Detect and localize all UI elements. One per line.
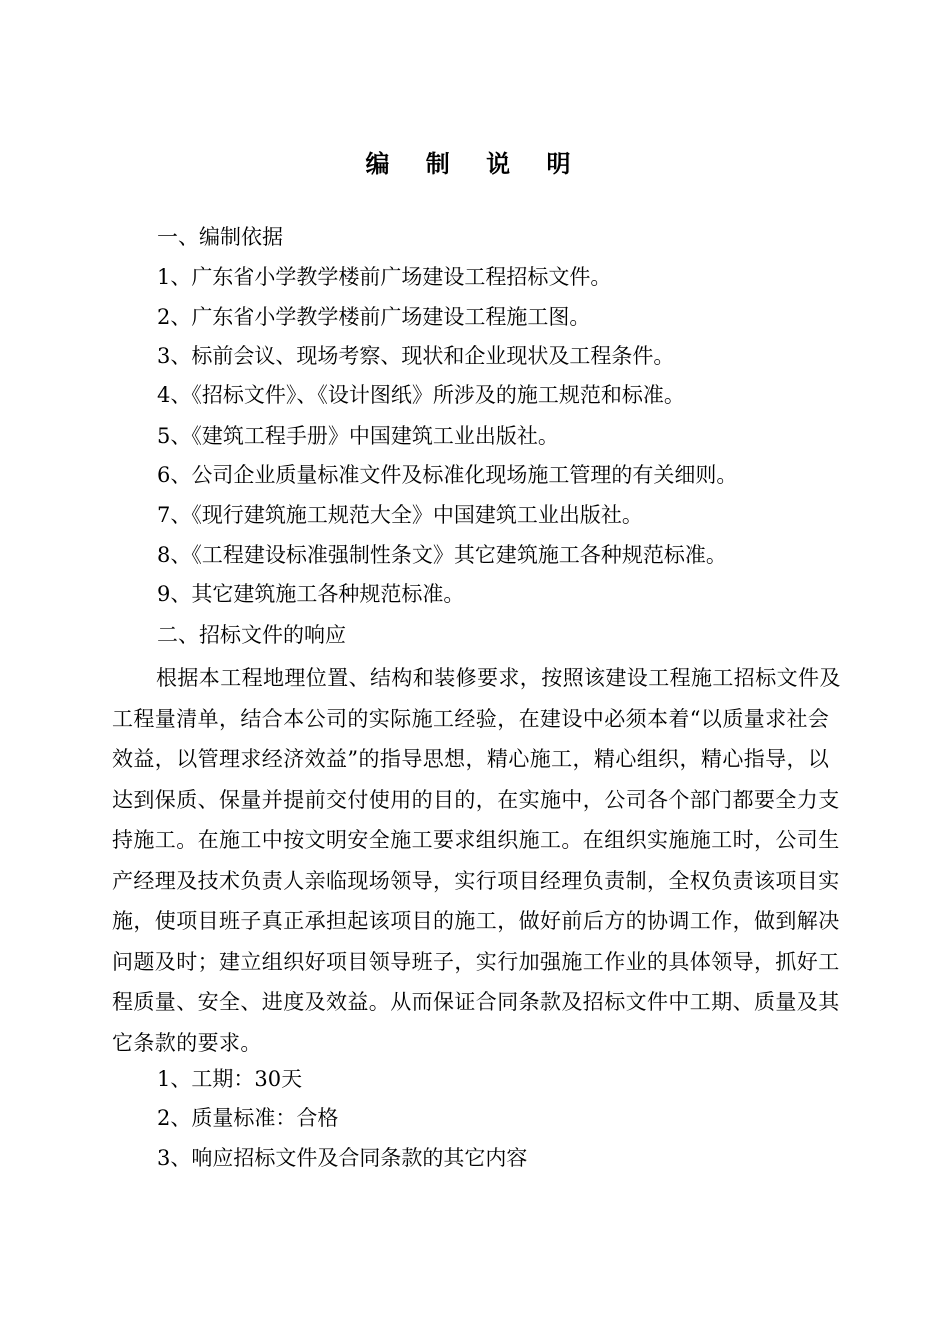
basis-item-2: 2、广东省小学教学楼前广场建设工程施工图。 <box>157 305 591 329</box>
response-item-1: 1、工期：30天 <box>157 1067 303 1091</box>
basis-item-4: 4、《招标文件》、《设计图纸》所涉及的施工规范和标准。 <box>157 383 685 407</box>
section-heading-basis: 一、编制依据 <box>157 225 283 249</box>
basis-item-1: 1、广东省小学教学楼前广场建设工程招标文件。 <box>157 265 612 289</box>
basis-item-6: 6、公司企业质量标准文件及标准化现场施工管理的有关细则。 <box>157 463 738 487</box>
section-heading-response: 二、招标文件的响应 <box>157 623 346 647</box>
basis-item-3: 3、标前会议、现场考察、现状和企业现状及工程条件。 <box>157 344 675 368</box>
basis-item-9: 9、其它建筑施工各种规范标准。 <box>157 582 465 606</box>
basis-item-5: 5、《建筑工程手册》中国建筑工业出版社。 <box>157 424 559 448</box>
basis-item-8: 8、《工程建设标准强制性条文》其它建筑施工各种规范标准。 <box>157 543 727 567</box>
response-item-3: 3、响应招标文件及合同条款的其它内容 <box>157 1146 528 1170</box>
document-title: 编 制 说 明 <box>365 149 585 178</box>
response-item-2: 2、质量标准：合格 <box>157 1106 339 1130</box>
response-paragraph: 根据本工程地理位置、结构和装修要求，按照该建设工程施工招标文件及工程量清单，结合本公司的实际施工经验，在建设中必须本着“以质量求社会效益，以管理求经济效益”的指导思想，精心施工，精心组织，精心指导，以达到保质、保量并提前交付使用的目的，在实施中，公司各个部门都要全力支持施工。在施工中按文明安全施工要求组织施工。在组织实施施工时，公司生产经理及技术负责人亲临现场领导，实行项目经理负责制，全权负责该项目实施，使项目班子真正承担起该项目的施工，做好前后方的协调工作，做到解决问题及时；建立组织好项目领导班子，实行加强施工作业的具体领导，抓好工程质量、安全、进度及效益。从而保证合同条款及招标文件中工期、质量及其它条款的要求。 <box>112 666 841 1055</box>
basis-item-7: 7、《现行建筑施工规范大全》中国建筑工业出版社。 <box>157 503 643 527</box>
